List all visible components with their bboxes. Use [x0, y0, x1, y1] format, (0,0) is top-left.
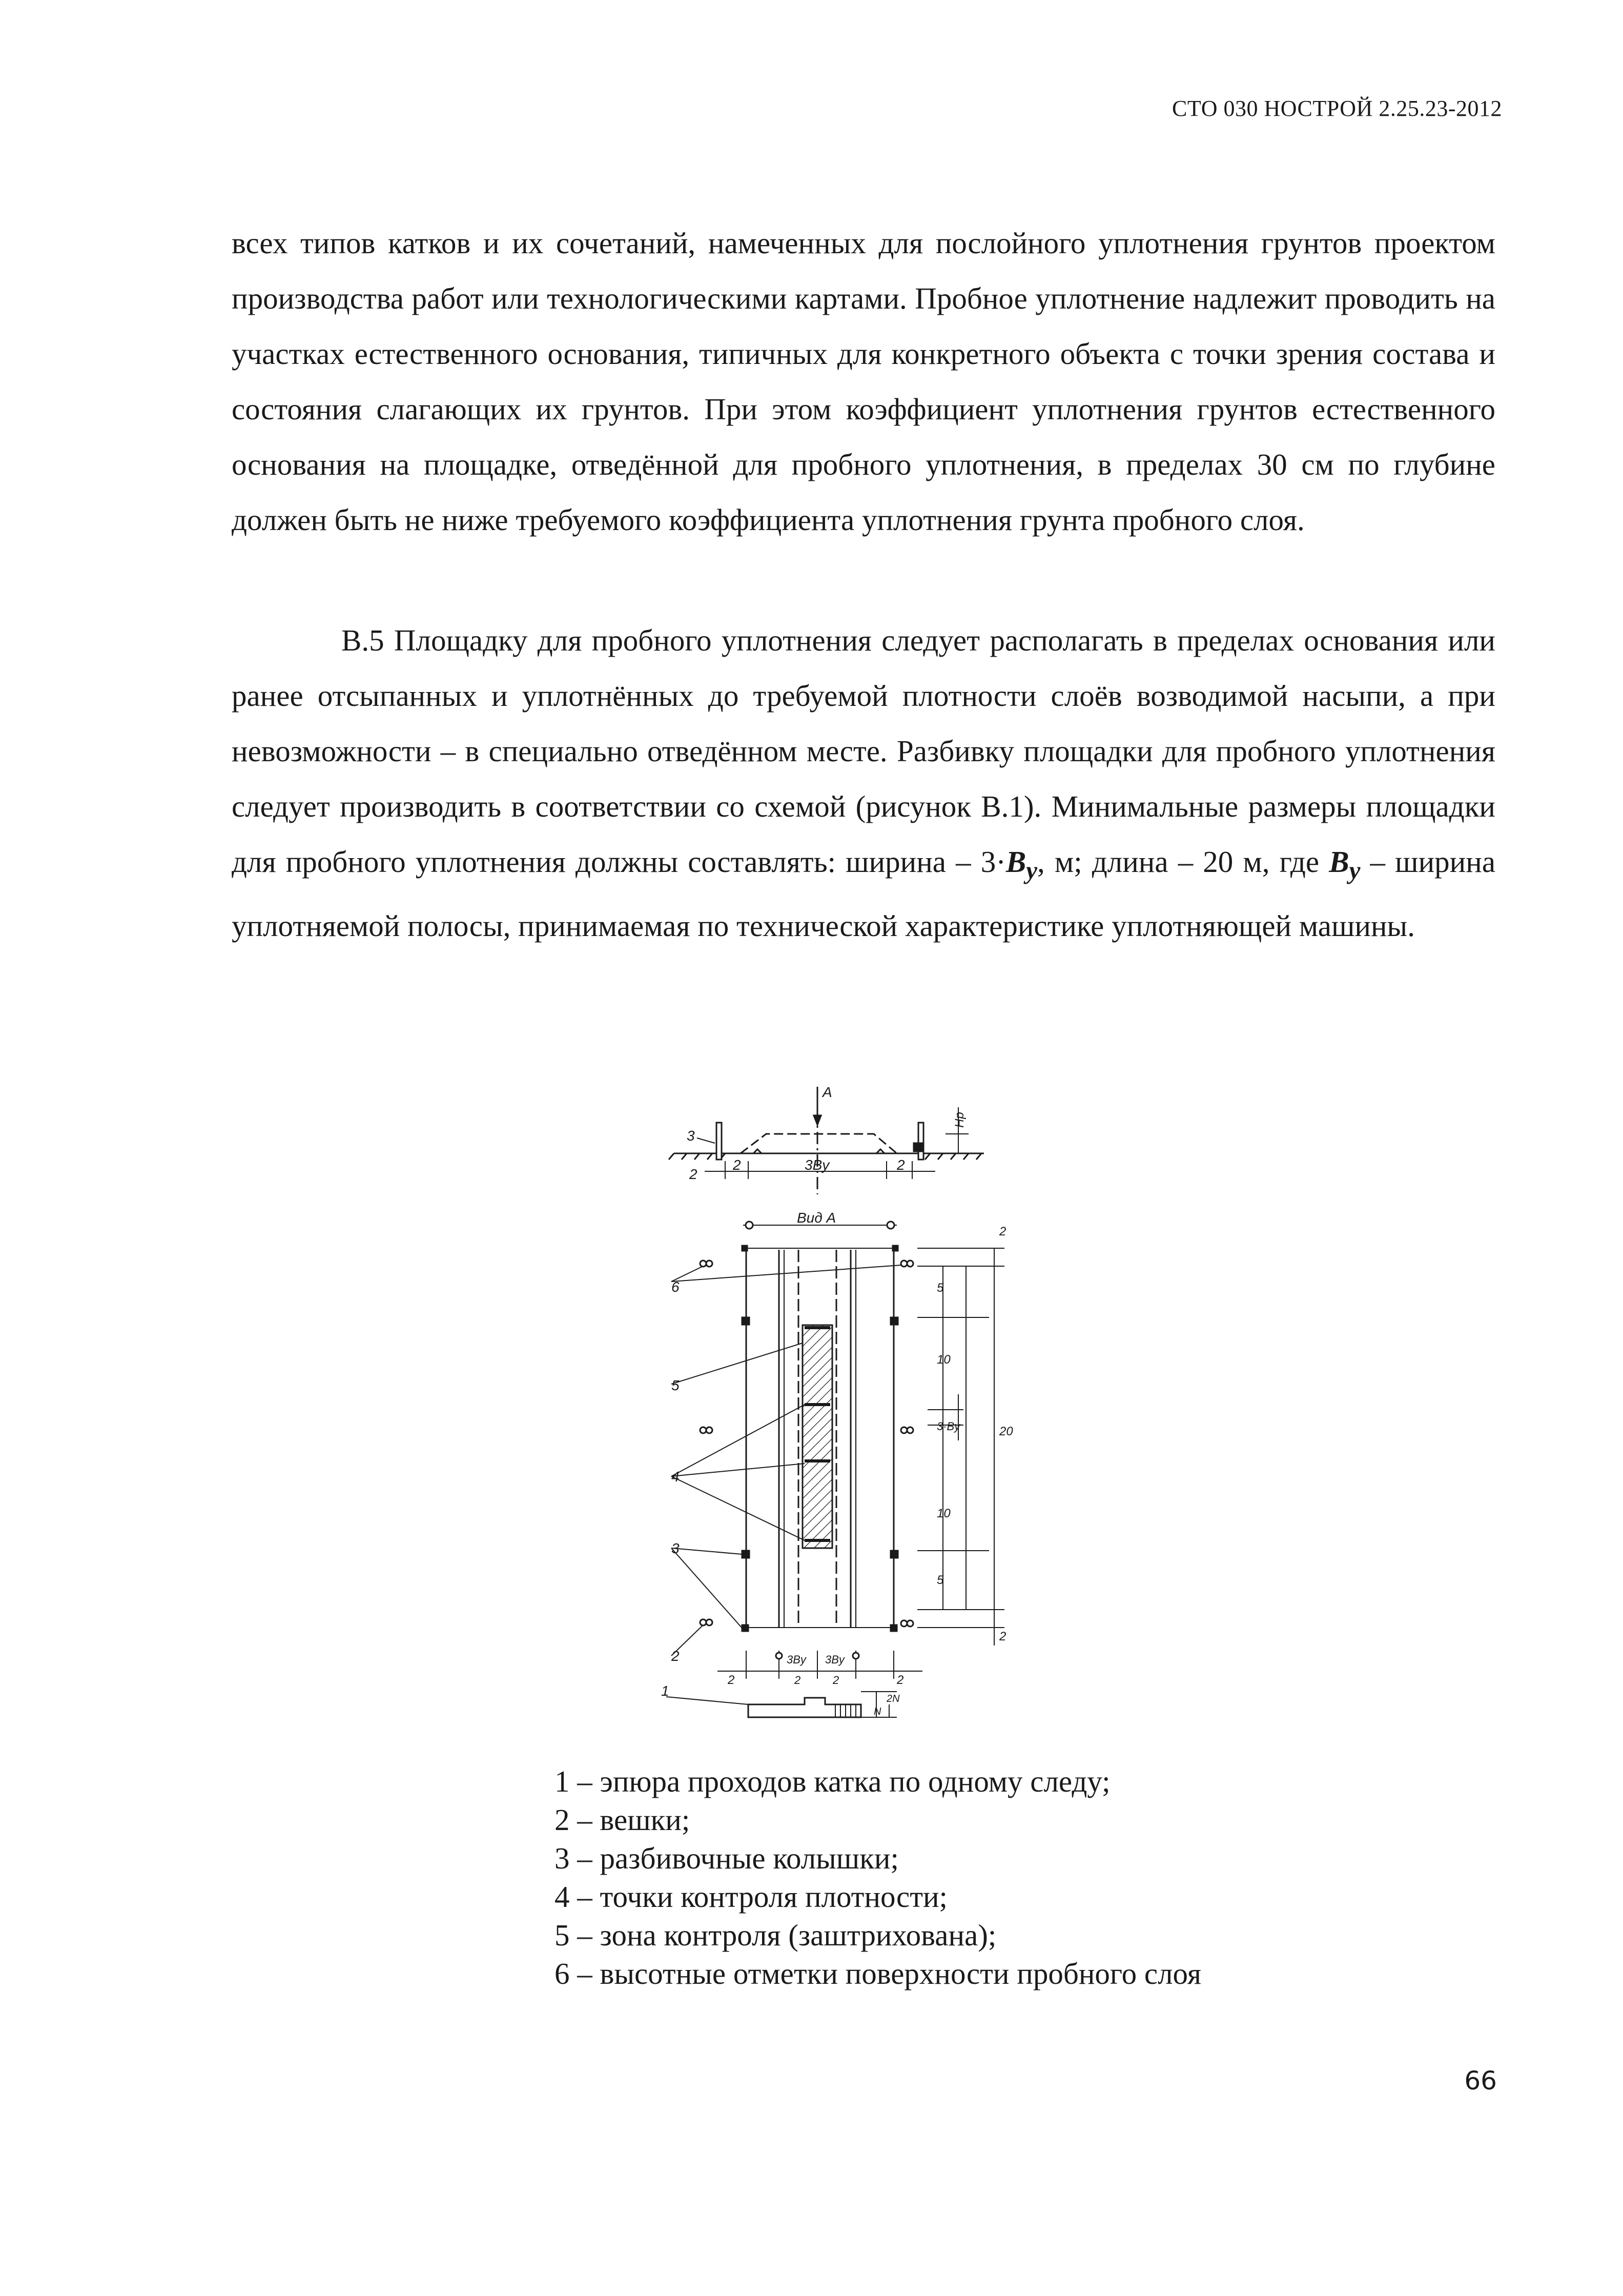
label-hp: Hp	[953, 1112, 967, 1128]
symbol-bv-2: B	[1329, 845, 1349, 879]
dim-10-top: 10	[937, 1353, 951, 1367]
dim-2-left: 2	[733, 1157, 741, 1173]
dim-2-bottom: 2	[999, 1630, 1006, 1643]
symbol-bv-2-sub: у	[1349, 856, 1361, 884]
label-3-plan: 3	[671, 1540, 680, 1556]
label-1: 1	[661, 1683, 669, 1699]
legend-item-1: 1 – эпюра проходов катка по одному следу;	[554, 1764, 1111, 1798]
dim-2n: 2N	[887, 1693, 900, 1704]
paragraph-2-mid: , м; длина – 20 м, где	[1037, 845, 1329, 879]
symbol-bv-1: B	[1005, 845, 1026, 879]
page-number: 66	[1464, 2066, 1497, 2096]
dim-10-bottom: 10	[937, 1507, 951, 1520]
dim-half-den-right: 2	[833, 1674, 839, 1687]
dim-2-bl: 2	[728, 1673, 735, 1687]
dim-half-den-left: 2	[794, 1674, 801, 1687]
paragraph-2-start: В.5 Площадку для пробного уплотнения следует располагать в пределах основания или ранее отсыпанных и уплотнённых до требуемой плотности слоёв возводимой насыпи, а при невозможности – в специально отведённом месте. Разбивку площадки для пробного уплотнения следует производить в соответствии со схемой (рисунок В.1). Минимальные размеры площадки для пробного уплотнения должны составлять: ширина – 3·	[232, 623, 1495, 879]
dim-3bv-vertical: 3·Bу	[937, 1420, 960, 1433]
label-2-plan: 2	[671, 1648, 680, 1664]
paragraph-2-text	[232, 613, 1495, 953]
dim-20: 20	[999, 1425, 1013, 1438]
plan-view	[671, 1222, 1004, 1656]
dim-2-right: 2	[897, 1157, 905, 1173]
paragraph-2-end: – ширина уплотняемой полосы, принимаемая по технической характеристике уплотняющей машины.	[232, 845, 1496, 943]
label-view-a: Вид А	[797, 1210, 836, 1226]
label-2-section: 2	[689, 1166, 697, 1182]
dim-5-bottom: 5	[937, 1573, 944, 1587]
legend-item-5: 5 – зона контроля (заштрихована);	[554, 1918, 997, 1952]
label-arrow-a: А	[823, 1084, 832, 1100]
label-4: 4	[671, 1469, 680, 1485]
figure-legend	[554, 1762, 1201, 1993]
dim-3bv-half-left: 3Bу	[787, 1653, 806, 1666]
label-3-section: 3	[687, 1128, 695, 1144]
dim-n: N	[874, 1706, 881, 1717]
symbol-bv-1-sub: у	[1026, 856, 1038, 884]
label-6: 6	[671, 1279, 680, 1295]
label-5: 5	[671, 1377, 680, 1393]
dim-2-top: 2	[999, 1225, 1006, 1238]
legend-item-6: 6 – высотные отметки поверхности пробного слоя	[554, 1957, 1202, 1990]
document-header: СТО 030 НОСТРОЙ 2.25.23-2012	[1172, 96, 1502, 121]
dim-2-br: 2	[897, 1673, 904, 1687]
scheme-drawing	[656, 1076, 1015, 1738]
legend-item-4: 4 – точки контроля плотности;	[554, 1880, 948, 1914]
paragraph-1	[232, 215, 1495, 547]
cross-section-view	[669, 1087, 984, 1194]
figure-compaction-site-scheme	[656, 1076, 1015, 1738]
legend-item-2: 2 – вешки;	[554, 1803, 690, 1837]
paragraph-2	[232, 613, 1495, 953]
dim-3bv-half-right: 3Bу	[825, 1653, 845, 1666]
dim-3bv: 3Bу	[805, 1157, 830, 1173]
dim-5-top: 5	[937, 1281, 944, 1295]
paragraph-1-text: всех типов катков и их сочетаний, намеченных для послойного уплотнения грунтов проектом производства работ или технологическими картами. Пробное уплотнение надлежит проводить на участках естественного основания, типичных для конкретного объекта с точки зрения состава и состояния слагающих их грунтов. При этом коэффициент уплотнения грунтов естественного основания на площадке, отведённой для пробного уплотнения, в пределах 30 см по глубине должен быть не ниже требуемого коэффициента уплотнения грунта пробного слоя.	[232, 226, 1495, 537]
legend-item-3: 3 – разбивочные колышки;	[554, 1841, 899, 1875]
